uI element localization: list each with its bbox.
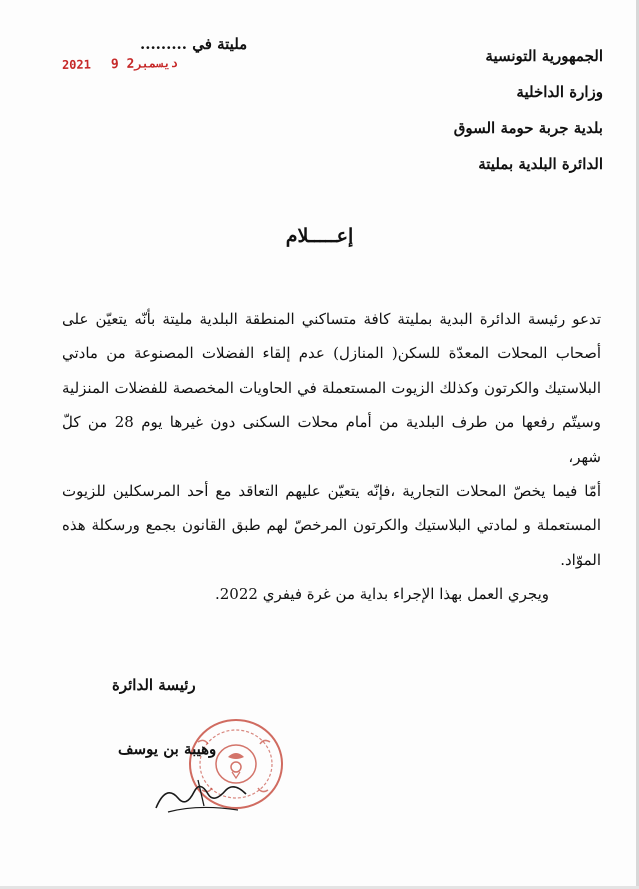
notice-title: إعـــــلام [285,225,354,247]
handwritten-signature-icon [148,768,258,818]
letterhead-municipality: بلدية جربة حومة السوق [453,119,603,137]
notice-body [62,302,601,612]
date-stamp [62,56,178,73]
signatory-name: وهيبة بن يوسف [118,740,217,758]
date-stamp-month: ديسمبر [134,55,178,71]
body-paragraph-commercial: أمّا فيما يخصّ المحلات التجارية ،فإنّه يتعيّن عليهم التعاقد مع أحد المرسكلين للزيوت المستعملة و لمادتي البلاستيك والكرتون المرخصّ لهم طبق القانون بجمع ورسكلة هذه الموّاد. [62,482,601,569]
date-stamp-day: 2 9 [110,56,135,73]
letterhead [303,38,603,182]
body-paragraph-residential: تدعو رئيسة الدائرة البدية بمليتة كافة متساكني المنطقة البلدية مليتة بأنّه يتعيّن على أصحاب المحلات المعدّة للسكن( المنازل) عدم إلقاء الفضلات المصنوعة من مادتي البلاستيك والكرتون وكذلك الزيوت المستعملة في الحاويات المخصصة للفضلات المنزلية وسيتّم رفعها من طرف البلدية من أمام محلات السكنى دون غيرها يوم 28 من كلّ شهر، [62,310,601,466]
letterhead-district: الدائرة البلدية بمليتة [478,155,603,173]
place-label: مليتة في ......... [140,35,248,53]
date-stamp-year: 2021 [61,57,92,73]
letterhead-ministry: وزارة الداخلية [516,83,603,101]
letterhead-country: الجمهورية التونسية [485,47,603,65]
place-date-block [61,35,248,75]
body-paragraph-effective-date: ويجري العمل بهذا الإجراء بداية من غرة فيفري 2022. [214,585,549,604]
signatory-title: رئيسة الدائرة [112,676,196,694]
